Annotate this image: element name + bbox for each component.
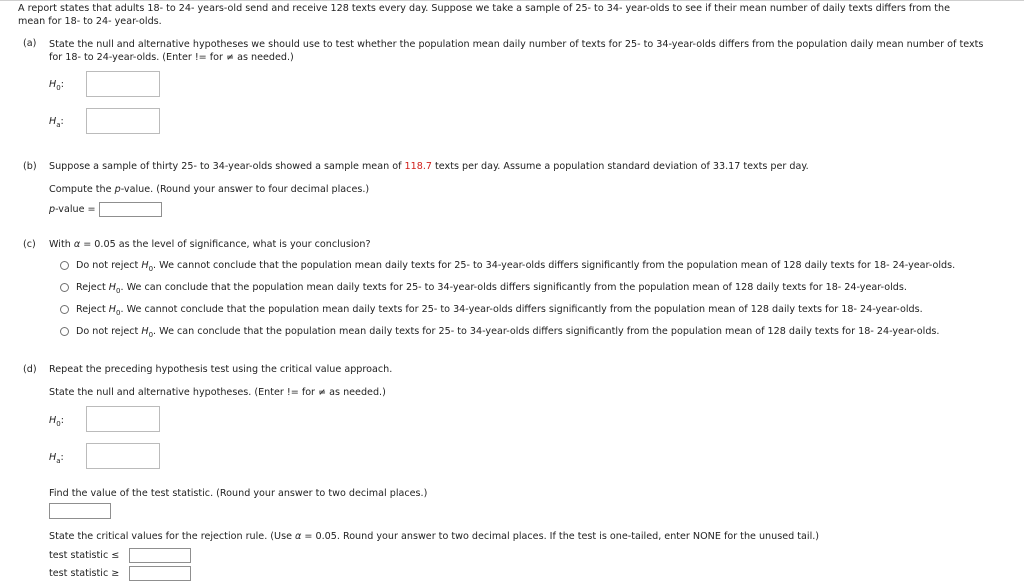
part-a-h0-label: $H_0$: (49, 79, 64, 92)
part-d-h0-label: $H_0$: (49, 415, 64, 428)
part-d-ha-label: $H_a$: (49, 452, 64, 465)
conclusion-option-2-text: Reject $H_0$. We can conclude that the population mean daily texts for 25- to 34-year-olds differs significantly from the population mean of 128 daily texts for 18- 24-year-olds. (76, 282, 907, 295)
part-a-h0-input[interactable] (86, 71, 160, 97)
part-c-label: (c) (23, 239, 36, 250)
intro-line-1: A report states that adults 18- to 24- years-old send and receive 128 texts every day. Suppose we take a sample of 25- to 34- year-olds to see if their mean number of daily texts differs from the (18, 3, 951, 14)
test-statistic-le-label: test statistic ≤ (49, 550, 120, 561)
conclusion-option-2-radio[interactable] (60, 283, 69, 292)
part-b-label: (b) (23, 161, 37, 172)
critical-value-upper-input[interactable] (129, 566, 191, 581)
part-d-line-1: Repeat the preceding hypothesis test using the critical value approach. (49, 364, 393, 375)
test-statistic-prompt: Find the value of the test statistic. (Round your answer to two decimal places.) (49, 488, 428, 499)
intro-line-2: mean for 18- to 24- year-olds. (18, 16, 162, 27)
critical-values-prompt: State the critical values for the rejection rule. (Use α = 0.05. Round your answer to two decimal places. If the test is one-tailed, enter NONE for the unused tail.) (49, 531, 820, 542)
part-a-label: (a) (23, 38, 37, 49)
conclusion-option-3-radio[interactable] (60, 305, 69, 314)
conclusion-option-4-text: Do not reject $H_0$. We can conclude that the population mean daily texts for 25- to 34-year-olds differs significantly from the population mean of 128 daily texts for 18- 24-year-olds. (76, 326, 940, 339)
part-a-line-1: State the null and alternative hypotheses we should use to test whether the population mean daily number of texts for 25- to 34-year-olds differs from the population daily mean number of texts (49, 39, 984, 50)
top-divider (0, 0, 1024, 1)
test-statistic-input[interactable] (49, 503, 111, 519)
part-b-compute-instruction: Compute the p-value. (Round your answer to four decimal places.) (49, 184, 370, 195)
part-d-label: (d) (23, 364, 37, 375)
part-a-ha-input[interactable] (86, 108, 160, 134)
conclusion-option-4-radio[interactable] (60, 327, 69, 336)
part-a-prompt (49, 38, 983, 64)
conclusion-option-3-text: Reject $H_0$. We cannot conclude that the population mean daily texts for 25- to 34-year-olds differs significantly from the population mean of 128 daily texts for 18- 24-year-olds. (76, 304, 923, 317)
conclusion-option-1-text: Do not reject $H_0$. We cannot conclude that the population mean daily texts for 25- to 34-year-olds differs significantly from the population mean of 128 daily texts for 18- 24-year-olds. (76, 260, 956, 273)
part-d-line-2: State the null and alternative hypotheses. (Enter != for ≠ as needed.) (49, 387, 386, 398)
conclusion-option-1-radio[interactable] (60, 261, 69, 270)
pvalue-input[interactable] (99, 202, 162, 217)
problem-intro (18, 2, 1018, 28)
part-a-ha-label: $H_a$: (49, 116, 64, 129)
part-d-h0-input[interactable] (86, 406, 160, 432)
pvalue-label: p-value = (49, 204, 96, 215)
critical-value-lower-input[interactable] (129, 548, 191, 563)
part-c-question: With α = 0.05 as the level of significance, what is your conclusion? (49, 239, 371, 250)
sample-mean-value: 118.7 (404, 161, 432, 172)
part-b-prompt: Suppose a sample of thirty 25- to 34-year-olds showed a sample mean of 118.7 texts per day. Assume a population standard deviation of 33.17 texts per day. (49, 161, 809, 172)
part-a-line-2: for 18- to 24-year-olds. (Enter != for ≠ as needed.) (49, 52, 294, 63)
test-statistic-ge-label: test statistic ≥ (49, 568, 120, 579)
part-d-ha-input[interactable] (86, 443, 160, 469)
